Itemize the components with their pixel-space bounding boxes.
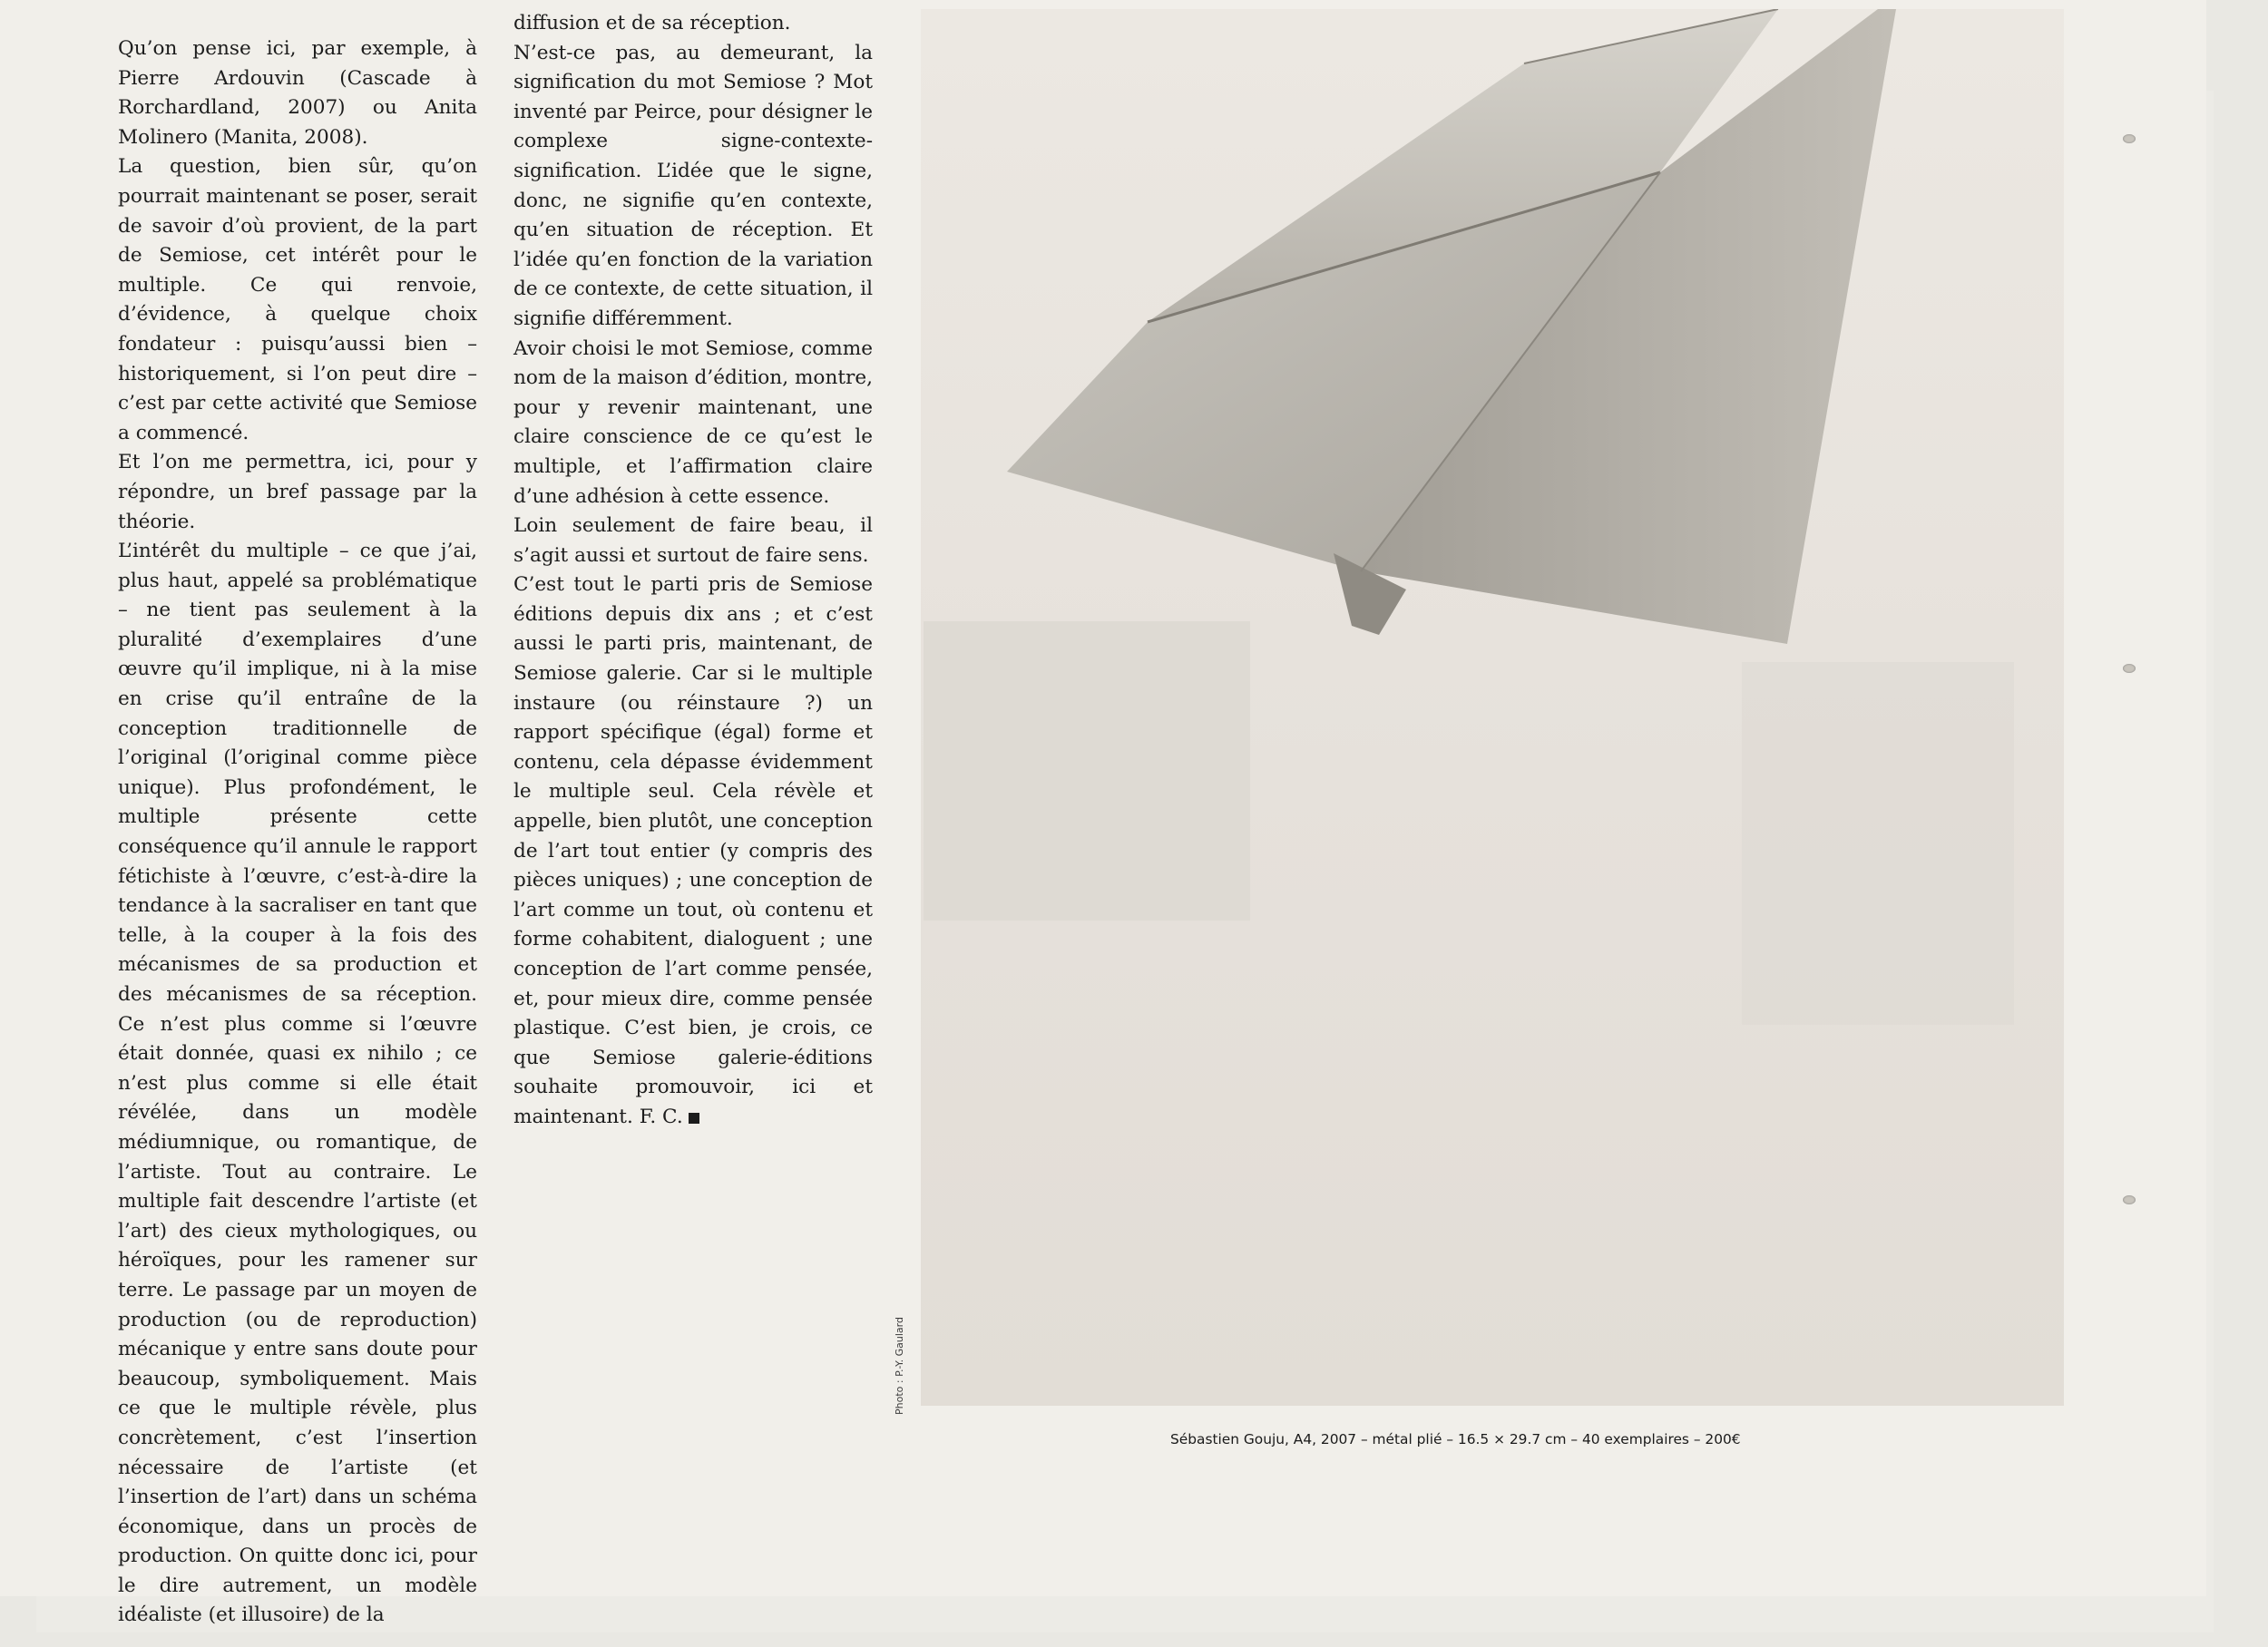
paragraph: La question, bien sûr, qu’on pourrait maintenant se poser, serait de savoir d’où provient, de la part de Semiose, cet intérêt pour le multiple. Ce qui renvoie, d’évidence, à quelque choix fondateur : puisqu’aussi bien – historiquement, si l’on peut dire – c’est par cette activité que Semiose a commencé.: [118, 155, 477, 444]
show-through-image: [1742, 662, 2014, 1025]
staple-hole: [2123, 664, 2136, 673]
text-column-right: [513, 9, 873, 1133]
end-of-article-mark: [689, 1113, 699, 1124]
paragraph: Et l’on me permettra, ici, pour y répondre, un bref passage par la théorie.: [118, 451, 477, 533]
paper-plane-photo: [1007, 9, 1896, 644]
paragraph: Loin seulement de faire beau, il s’agit aussi et surtout de faire sens.: [513, 514, 873, 567]
paragraph: L’intérêt du multiple – ce que j’ai, plus haut, appelé sa problématique – ne tient pas seulement à la pluralité d’exemplaires d’une œuvre qu’il implique, ni à la mise en crise qu’il entraîne de la conception traditionnelle de l’original (l’original comme pièce unique). Plus profondément, le multiple présente cette conséquence qu’il annule le rapport fétichiste à l’œuvre, c’est-à-dire la tendance à la sacraliser en tant que telle, à la couper à la fois des mécanismes de sa production et des mécanismes de sa réception. Ce n’est plus comme si l’œuvre était donnée, quasi ex nihilo ; ce n’est plus comme si elle était révélée, dans un modèle médiumnique, ou romantique, de l’artiste. Tout au contraire. Le multiple fait descendre l’artiste (et l’art) des cieux mythologiques, ou héroïques, pour les ramener sur terre. Le passage par un moyen de production (ou de reproduction) mécanique y entre sans doute pour beaucoup, symboliquement. Mais ce que le multiple révèle, plus concrètement, c’est l’insertion nécessaire de l’artiste (et l’insertion de l’art) dans un schéma économique, dans un procès de production. On quitte donc ici, pour le dire autrement, un modèle idéaliste (et illusoire) de la: [118, 540, 477, 1627]
paragraph: diffusion et de sa réception.: [513, 12, 791, 34]
paragraph: Qu’on pense ici, par exemple, à Pierre Ardouvin (Cascade à Rorchardland, 2007) ou Anita Molinero (Manita, 2008).: [118, 37, 477, 149]
staple-hole: [2123, 1195, 2136, 1204]
paragraph: Avoir choisi le mot Semiose, comme nom de la maison d’édition, montre, pour y revenir maintenant, une claire conscience de ce qu’est le multiple, et l’affirmation claire d’une adhésion à cette essence.: [513, 336, 873, 508]
text-column-left: [118, 34, 477, 1631]
photo-credit: Photo : P.-Y. Gaulard: [894, 1317, 905, 1415]
artwork-caption: Sébastien Gouju, A4, 2007 – métal plié – 16.5 × 29.7 cm – 40 exemplaires – 200€: [1170, 1431, 1741, 1447]
paragraph-final: [513, 570, 873, 1132]
paragraph: N’est-ce pas, au demeurant, la signification du mot Semiose ? Mot inventé par Peirce, pour désigner le complexe signe-contexte-signification. L’idée que le signe, donc, ne signifie qu’en contexte, qu’en situation de réception. Et l’idée qu’en fonction de la variation de ce contexte, de cette situation, il signifie différemment.: [513, 41, 873, 330]
show-through-image: [924, 621, 1250, 921]
staple-hole: [2123, 134, 2136, 143]
paragraph: C’est tout le parti pris de Semiose éditions depuis dix ans ; et c’est aussi le parti pris, maintenant, de Semiose galerie. Car si le multiple instaure (ou réinstaure ?) un rapport spécifique (égal) forme et contenu, cela dépasse évidemment le multiple seul. Cela révèle et appelle, bien plutôt, une conception de l’art tout entier (y compris des pièces uniques) ; une conception de l’art comme un tout, où contenu et forme cohabitent, dialoguent ; une conception de l’art comme pensée, et, pour mieux dire, comme pensée plastique. C’est bien, je crois, ce que Semiose galerie-éditions souhaite promouvoir, ici et maintenant. F. C.: [513, 573, 873, 1128]
